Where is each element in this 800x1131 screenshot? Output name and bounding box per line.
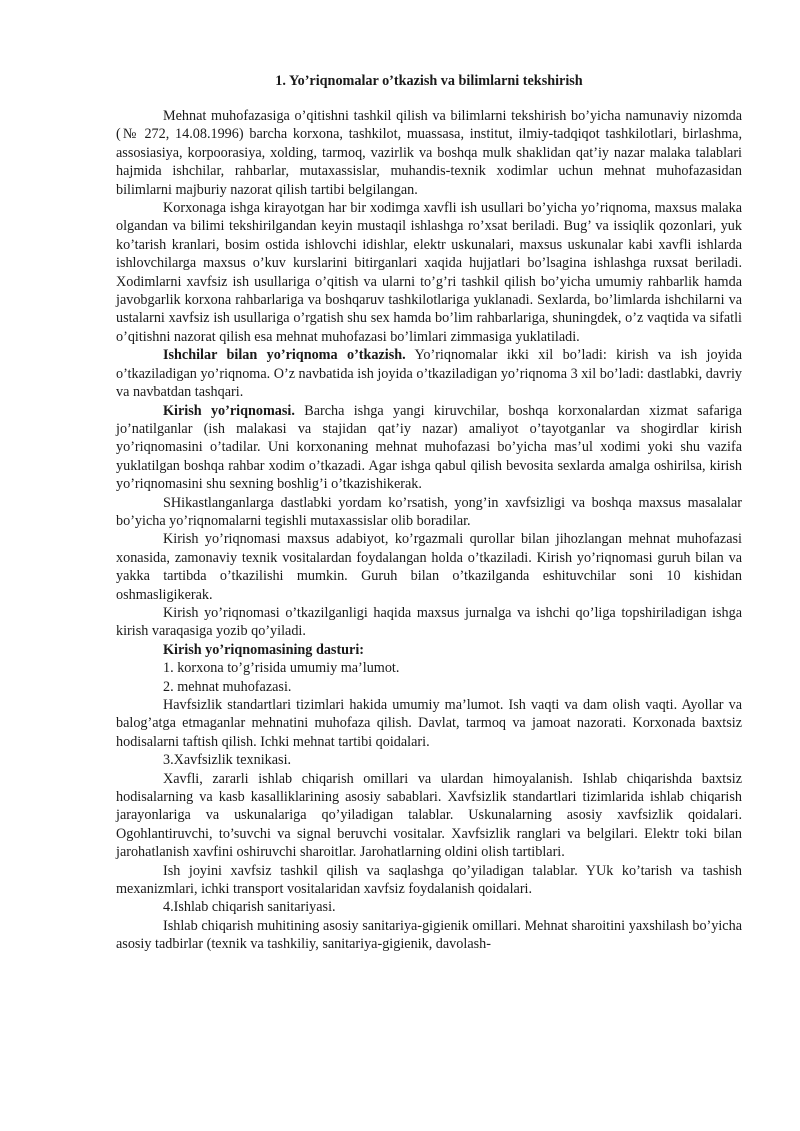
run-in-heading: Kirish yo’riqnomasi. [163, 402, 295, 419]
program-heading: Kirish yo’riqnomasining dasturi: [163, 641, 365, 658]
body-paragraph [116, 346, 742, 401]
body-paragraph [116, 107, 742, 199]
program-paragraph: Xavfli, zararli ishlab chiqarish omillari va ulardan himoyalanish. Ishlab chiqarishda baxtsiz hodisalarning va kasb kasalliklarining asosiy sabablari. Xavfsizlik standartlari tizimlarida ishlab chiqarish jarayonlariga va uskunalariga qo’yiladigan talablar. Uskunalarning asosiy xavfsizlik qoidalari. Ogohlantiruvchi, to’suvchi va signal beruvchi vositalar. Xavfsizlik ranglari va belgilari. Elektr toki bilan jarohatlanish xavfini oshiruvchi sharoitlar. Jarohatlarning oldini olish tartiblari. [116, 770, 742, 861]
paragraph-text: Korxonaga ishga kirayotgan har bir xodimga xavfli ish usullari bo’yicha yo’riqnoma, maxsus malaka olgandan va bilimi tekshirilgandan keyin mustaqil ishlashga ro’xsat beriladi. Bug’ va issiqlik qozonlari, yuk ko’tarish kranlari, bosim ostida ishlovchi idishlar, elektr uskunalari, maxsus uskunalar kabi xavfli ishlarda ishlovchilarga maxsus o’kuv kurslarini bitirganlari xaqida hujjatlari bo’lsagina ishlashga ruxsat beriladi. Xodimlarni xavfsiz ish usullariga o’qitish va ularni to’g’ri tashkil qilish bo’yicha umumiy rahbarlik hamda javobgarlik korxona rahbarlariga va boshqaruv tashkilotlariga yuklanadi. Sexlarda, bo’limlarda ishchilarni va ustalarni xavfsiz ish usullariga o’rgatish shu sex hamda bo’lim rahbarlariga, shuningdek, o’z vaqtida va sifatli o’qitishni nazorat qilish esa mehnat muhofazasi bo’limlari zimmasiga yuklatiladi. [116, 200, 742, 345]
document-page [116, 72, 742, 954]
paragraph-text: Kirish yo’riqnomasi maxsus adabiyot, ko’rgazmali qurollar bilan jihozlangan mehnat muhofazasi xonasida, zamonaviy texnik vositalardan foydalangan holda o’tkaziladi. Kirish yo’riqnomasi guruh bilan va yakka tartibda o’tkazilishi mumkin. Guruh bilan o’tkazilganda eshituvchilar soni 10 kishidan oshmasligikerak. [116, 531, 742, 603]
program-item: 2. mehnat muhofazasi. [163, 678, 292, 695]
paragraph-text: Mehnat muhofazasiga o’qitishni tashkil qilish va bilimlarni tekshirish bo’yicha namunaviy nizomda (№ 272, 14.08.1996) barcha korxona, tashkilot, muassasa, institut, ilmiy-tadqiqot tashkilotlari, birlashma, assosiasiya, korpoorasiya, xolding, tarmoq, vazirlik va boshqa mulk shaklidan qat’iy nazar malaka talablari hajmida ishchilar, rahbarlar, mutaxassislar, muhandis-texnik xodimlar uchun mehnat muhofazasidan bilimlarni majburiy nazorat qilish tartibi belgilangan. [116, 108, 742, 198]
body-paragraph [116, 604, 742, 641]
paragraph-text: Yo’riqnomalar ikki xil bo’ladi: kirish va ish joyida o’tkaziladigan yo’riqnoma. O’z navbatida ish joyida o’tkaziladigan yo’riqnoma 3 xil bo’ladi: dastlabki, davriy va navbatdan tashqari. [116, 347, 742, 401]
body-paragraph [116, 494, 742, 531]
program-list [116, 659, 742, 954]
program-item: 3.Xavfsizlik texnikasi. [163, 752, 292, 769]
program-item: 4.Ishlab chiqarish sanitariyasi. [163, 899, 336, 916]
program-paragraph: Havfsizlik standartlari tizimlari hakida umumiy ma’lumot. Ish vaqti va dam olish vaqti. Ayollar va balog’atga etmaganlar mehnatini muhofaza qilish. Davlat, tarmoq va jamoat nazorati. Korxonada baxtsiz hodisalarni taftish qilish. Ichki mehnat tartibi qoidalari. [116, 697, 742, 750]
paragraph-text: SHikastlanganlarga dastlabki yordam ko’rsatish, yong’in xavfsizligi va boshqa maxsus masalalar bo’yicha yo’riqnomalarni tegishli mutaxassislar olib boradilar. [116, 494, 742, 529]
paragraph-text: Kirish yo’riqnomasi o’tkazilganligi haqida maxsus jurnalga va ishchi qo’liga topshiriladigan ishga kirish varaqasiga yozib qo’yiladi. [116, 604, 742, 640]
program-item: 1. korxona to’g’risida umumiy ma’lumot. [163, 660, 400, 677]
body-paragraph [116, 199, 742, 346]
document-body [116, 107, 742, 641]
document-title: 1. Yo’riqnomalar o’tkazish va bilimlarni tekshirish [275, 73, 583, 89]
body-paragraph [116, 530, 742, 604]
body-paragraph [116, 402, 742, 494]
paragraph-text: Barcha ishga yangi kiruvchilar, boshqa korxonalardan xizmat safariga jo’natilganlar (ish malakasi va stajidan qat’iy nazar) amaliyot o’tayotganlar va shogirdlar kirish yo’riqnomasini o’tadilar. Uni korxonaning mehnat muhofazasi bo’yicha mas’ul xodimi yoki shu vazifa yuklatilgan boshqa rahbar xodim o’tkazadi. Agar ishga qabul qilish bevosita sexlarda amalga oshirilsa, kirish yo’riqnomasini shu sexning boshlig’i o’tkazishikerak. [116, 402, 743, 493]
run-in-heading: Ishchilar bilan yo’riqnoma o’tkazish. [163, 347, 406, 364]
program-paragraph: Ish joyini xavfsiz tashkil qilish va saqlashga qo’yiladigan talablar. YUk ko’tarish va tashish mexanizmlari, ichki transport vositalaridan xavfsiz foydalanish qoidalari. [116, 862, 742, 898]
program-paragraph: Ishlab chiqarish muhitining asosiy sanitariya-gigienik omillari. Mehnat sharoitini yaxshilash bo’yicha asosiy tadbirlar (texnik va tashkiliy, sanitariya-gigienik, davolash- [116, 917, 742, 953]
